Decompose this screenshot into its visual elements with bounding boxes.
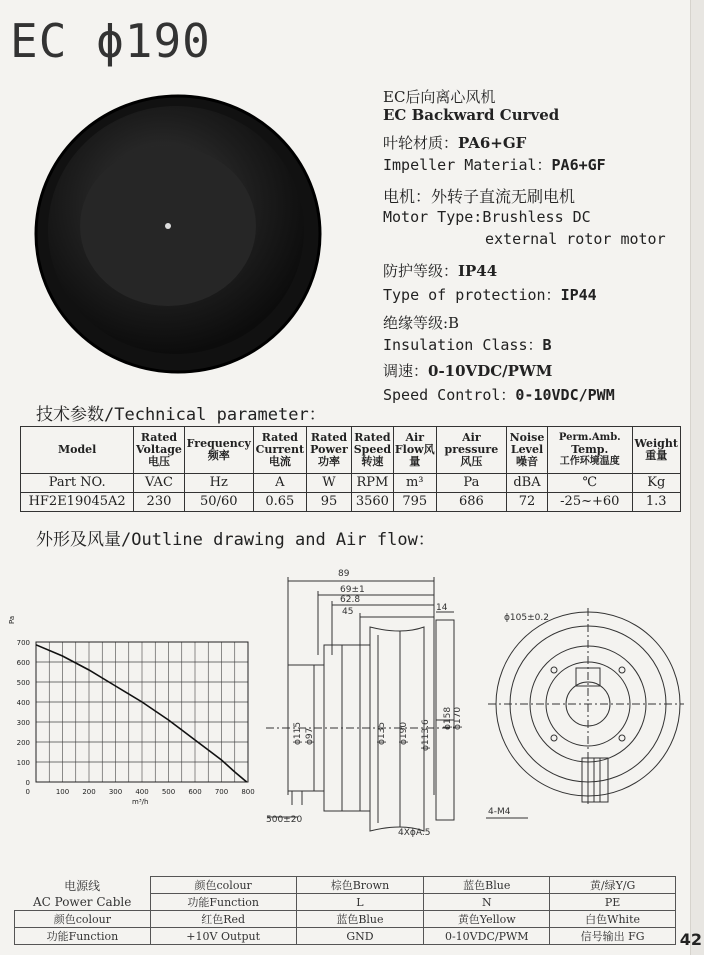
cable-cell: 白色White	[550, 911, 676, 928]
tech-header-line: 工作环境温度	[559, 456, 620, 467]
cable-cell: +10V Output	[150, 928, 296, 945]
profile-view-drawing	[426, 600, 466, 830]
tech-header-cell	[393, 427, 436, 474]
cable-table	[14, 876, 676, 945]
tech-header-cell	[632, 427, 680, 474]
tech-unit-cell: dBA	[506, 474, 547, 493]
cable-cell: 黄色Yellow	[424, 911, 550, 928]
outline-heading: 外形及风量/Outline drawing and Air flow：	[36, 530, 435, 550]
cable-cell: 蓝色Blue	[296, 911, 424, 928]
tech-header-line: Frequency	[186, 437, 251, 450]
tech-header-cell	[548, 427, 632, 474]
cable-cell: N	[424, 894, 550, 911]
dim-cable-length: 500±20	[266, 815, 303, 825]
tech-values-row	[21, 493, 681, 512]
tech-header-line: Air	[462, 431, 481, 444]
chart-ytick-label: 0	[25, 779, 30, 787]
tech-header-line: Rated	[310, 431, 348, 444]
tech-header-cell	[352, 427, 394, 474]
tech-table	[20, 426, 681, 512]
tech-header-cell	[134, 427, 184, 474]
page-title: EC ϕ190	[10, 14, 211, 68]
cable-row-2	[15, 894, 676, 911]
tech-unit-cell: VAC	[134, 474, 184, 493]
tech-header-line: 量	[409, 455, 421, 468]
dim-97: ϕ97	[305, 727, 315, 745]
tech-header-line: Rated	[140, 431, 178, 444]
chart-xtick-label: 100	[55, 788, 70, 796]
dim-190: ϕ190	[399, 721, 409, 745]
dim-115: ϕ115	[293, 721, 303, 745]
chart-ytick-label: 400	[16, 699, 30, 707]
page-edge	[690, 0, 704, 955]
cable-cell: 黄/绿Y/G	[550, 877, 676, 894]
tech-header-cell	[21, 427, 134, 474]
tech-header-line: Rated	[354, 431, 391, 444]
tech-value-cell: 95	[306, 493, 351, 512]
spec-speed-en: Speed Control：0-10VDC/PWM	[383, 386, 615, 404]
tech-header-line: Rated	[261, 431, 298, 444]
tech-value-cell: HF2E19045A2	[21, 493, 134, 512]
cable-row-4	[15, 928, 676, 945]
chart-xtick-label: 800	[241, 788, 255, 796]
chart-xtick-label: 500	[161, 788, 176, 796]
dim-135: ϕ135	[377, 721, 387, 745]
chart-xlabel: m³/h	[132, 798, 149, 806]
tech-header-line: 转速	[361, 455, 384, 468]
tech-header-cell	[306, 427, 351, 474]
tech-units-row	[21, 474, 681, 493]
tech-header-line: 电流	[268, 455, 291, 468]
dim-holes-rear: 4-M4	[488, 807, 511, 817]
spec-motor-en-1: Motor Type:Brushless DC	[383, 208, 591, 226]
cable-cell: GND	[296, 928, 424, 945]
tech-header-cell	[506, 427, 547, 474]
cable-cell: 蓝色Blue	[424, 877, 550, 894]
tech-unit-cell: m³	[393, 474, 436, 493]
page-number: 42	[679, 930, 702, 949]
chart-xtick-label: 600	[188, 788, 202, 796]
tech-unit-cell: Pa	[436, 474, 506, 493]
tech-header-line: Voltage	[135, 443, 182, 456]
tech-unit-cell: Kg	[632, 474, 680, 493]
tech-header-cell	[253, 427, 306, 474]
dim-89: 89	[338, 569, 350, 579]
tech-header-line: Model	[57, 443, 97, 456]
chart-ytick-label: 600	[16, 659, 30, 667]
tech-value-cell: 72	[506, 493, 547, 512]
cable-title-en: AC Power Cable	[32, 894, 132, 909]
chart-xtick-label: 300	[108, 788, 123, 796]
chart-ytick-label: 300	[16, 719, 30, 727]
tech-value-cell: 795	[393, 493, 436, 512]
cable-cell: 信号输出 FG	[550, 928, 676, 945]
spec-motor-cn: 电机：外转子直流无刷电机	[383, 187, 576, 206]
tech-header-line: Level	[510, 443, 544, 456]
cable-cell: 棕色Brown	[296, 877, 424, 894]
chart-xtick-label: 700	[214, 788, 229, 796]
tech-value-cell: 3560	[352, 493, 394, 512]
tech-unit-cell: W	[306, 474, 351, 493]
dim-105: ϕ105±0.2	[504, 613, 549, 623]
rear-view-drawing	[484, 608, 684, 824]
cable-cell: 颜色colour	[15, 911, 151, 928]
cable-cell: PE	[550, 894, 676, 911]
tech-unit-cell: Hz	[184, 474, 253, 493]
chart-xtick-label: 400	[135, 788, 149, 796]
dim-69: 69±1	[340, 585, 365, 595]
spec-protection-cn: 防护等级：IP44	[383, 262, 498, 280]
airflow-chart	[0, 612, 265, 822]
cable-cell: L	[296, 894, 424, 911]
spec-impeller-cn: 叶轮材质：PA6+GF	[383, 134, 527, 152]
cable-row-1	[15, 877, 676, 894]
tech-header-line: 功率	[317, 455, 340, 468]
tech-unit-cell: ℃	[548, 474, 632, 493]
tech-header-line: Power	[310, 443, 348, 456]
tech-header-line: Speed	[353, 443, 392, 456]
cable-cell: 0-10VDC/PWM	[424, 928, 550, 945]
chart-ytick-label: 200	[16, 739, 30, 747]
tech-header-row	[21, 427, 681, 474]
spec-insulation-en: Insulation Class：B	[383, 336, 552, 354]
tech-header-line: Weight	[634, 437, 678, 450]
dim-113-6: ϕ113.6	[421, 719, 431, 751]
chart-ylabel: Pa	[8, 615, 16, 624]
spec-type-en: EC Backward Curved	[383, 106, 560, 124]
dim-170: ϕ170	[453, 706, 463, 730]
tech-header-line: Noise	[509, 431, 545, 444]
cable-title-cn: 电源线	[64, 878, 101, 893]
dim-14: 14	[436, 603, 448, 613]
cable-cell: 红色Red	[150, 911, 296, 928]
chart-origin-label: 0	[25, 788, 30, 796]
tech-value-cell: 50/60	[184, 493, 253, 512]
dim-holes-front: 4XϕA.5	[398, 828, 431, 838]
tech-header-line: 风压	[460, 455, 483, 468]
spec-motor-en-2: external rotor motor	[485, 230, 666, 248]
tech-header-line: 噪音	[515, 455, 538, 468]
spec-protection-en: Type of protection：IP44	[383, 286, 597, 304]
spec-speed-cn: 调速：0-10VDC/PWM	[383, 362, 553, 380]
tech-header-line: pressure	[444, 443, 499, 456]
tech-header-line: 频率	[207, 449, 230, 462]
chart-airflow-curve	[36, 645, 247, 782]
spec-type-cn: EC后向离心风机	[383, 88, 496, 106]
tech-value-cell: 1.3	[632, 493, 680, 512]
cable-cell: 颜色colour	[150, 877, 296, 894]
tech-heading: 技术参数/Technical parameter：	[36, 405, 326, 425]
cable-row-3	[15, 911, 676, 928]
cable-cell: 功能Function	[150, 894, 296, 911]
tech-header-line: Current	[255, 443, 305, 456]
tech-header-line: Air	[405, 431, 424, 444]
fan-photo	[28, 84, 328, 384]
tech-header-line: Perm.Amb.	[558, 432, 621, 443]
dim-158: ϕ158	[443, 706, 453, 730]
tech-unit-cell: RPM	[352, 474, 394, 493]
tech-header-line: Flow风	[394, 443, 435, 456]
tech-unit-cell: Part NO.	[21, 474, 134, 493]
spec-impeller-en: Impeller Material：PA6+GF	[383, 156, 606, 174]
tech-value-cell: 686	[436, 493, 506, 512]
chart-ytick-label: 100	[16, 759, 30, 767]
tech-value-cell: -25~+60	[548, 493, 632, 512]
spec-insulation-cn: 绝缘等级:B	[383, 314, 460, 332]
tech-header-line: 重量	[645, 449, 668, 462]
tech-header-line: Temp.	[571, 443, 609, 456]
dim-45: 45	[342, 607, 354, 617]
chart-ytick-label: 700	[16, 639, 30, 647]
chart-xtick-label: 200	[82, 788, 96, 796]
cable-cell: 功能Function	[15, 928, 151, 945]
tech-value-cell: 230	[134, 493, 184, 512]
tech-value-cell: 0.65	[253, 493, 306, 512]
tech-header-cell	[184, 427, 253, 474]
tech-unit-cell: A	[253, 474, 306, 493]
dim-62: 62.8	[340, 595, 361, 605]
tech-header-line: 电压	[147, 455, 170, 468]
tech-header-cell	[436, 427, 506, 474]
chart-ytick-label: 500	[16, 679, 30, 687]
